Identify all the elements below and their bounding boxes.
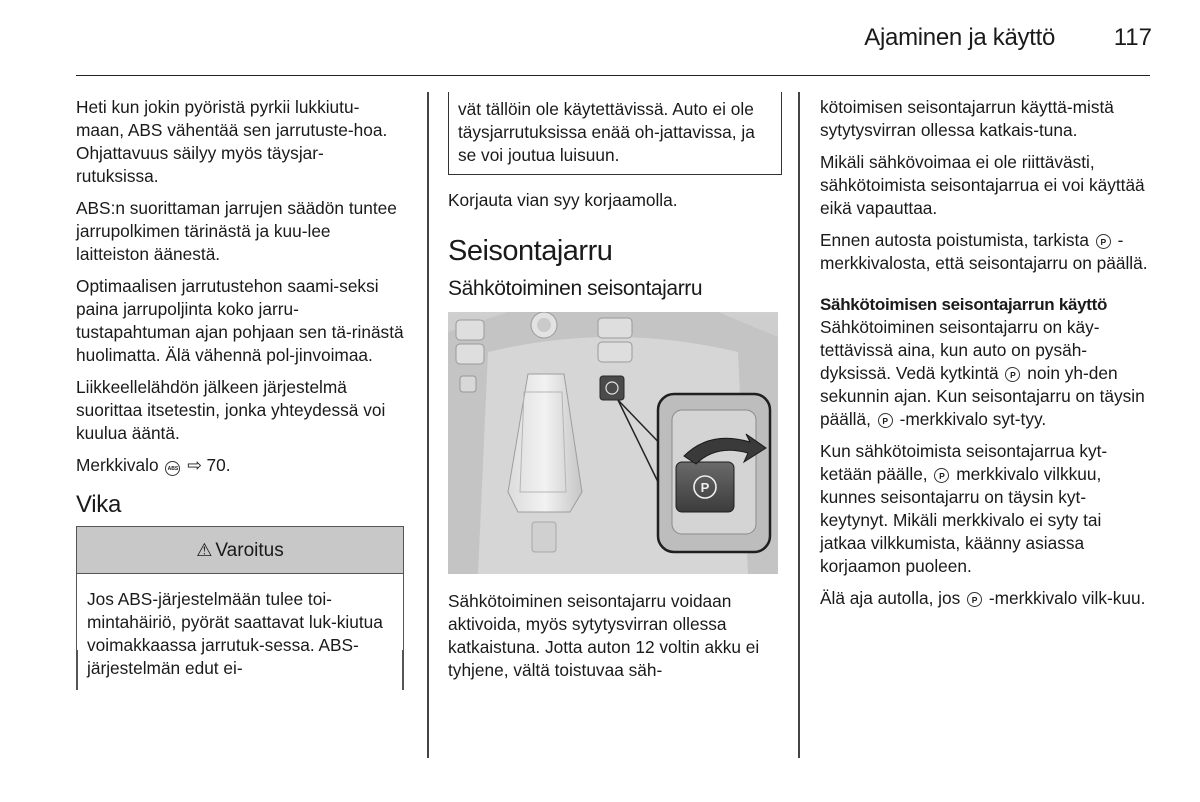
warning-body: Jos ABS-järjestelmään tulee toi-mintahäiriö, pyörät saattavat luk-kiutua voimakkaassa jarrutuk-sessa. ABS-järjestelmän edut ei- bbox=[87, 589, 383, 678]
paragraph: Heti kun jokin pyöristä pyrkii lukkiutu-maan, ABS vähentää sen jarrutuste-hoa. Ohjattavuus säilyy myös täysjar-rutuksissa. bbox=[76, 97, 388, 186]
warning-box-left-edge-ext bbox=[76, 650, 78, 690]
paragraph-text: Älä aja autolla, jos bbox=[820, 588, 961, 608]
column-divider-2 bbox=[798, 92, 800, 758]
parking-brake-light-icon: P bbox=[878, 413, 893, 428]
parking-brake-light-icon: P bbox=[1096, 234, 1111, 249]
section-heading-seisontajarru: Seisontajarru bbox=[448, 235, 613, 267]
column-3 bbox=[820, 96, 1150, 619]
paragraph: Sähkötoiminen seisontajarru voidaan aktivoida, myös sytytysvirran ollessa katkaistuna. Jotta auton 12 voltin akku ei tyhjene, vältä toistuvaa säh- bbox=[448, 591, 760, 680]
paragraph-text: Merkkivalo bbox=[76, 455, 159, 475]
paragraph: Korjauta vian syy korjaamolla. bbox=[448, 190, 678, 210]
page-header-title: Ajaminen ja käyttö bbox=[864, 24, 1055, 51]
subsection-heading: Sähkötoiminen seisontajarru bbox=[448, 277, 703, 300]
paragraph-abs-reference bbox=[76, 454, 406, 477]
paragraph-text: merkkivalo vilkkuu, kunnes seisontajarru on täysin kyt-keytynyt. Mikäli merkkivalo ei syty tai jatkaa vilkkumista, käänny asiassa korjaamon puoleen. bbox=[820, 464, 1102, 576]
column-1 bbox=[76, 96, 406, 686]
paragraph: Liikkeellelähdön jälkeen järjestelmä suorittaa itsetestin, jonka yhteydessä voi kuulua ääntä. bbox=[76, 377, 386, 443]
paragraph bbox=[820, 229, 1150, 275]
page-number: 117 bbox=[1113, 24, 1152, 51]
paragraph: Mikäli sähkövoimaa ei ole riittävästi, sähkötoimista seisontajarrua ei voi käyttää eikä vapauttaa. bbox=[820, 152, 1145, 218]
page-reference: ⇨ 70. bbox=[187, 455, 231, 475]
paragraph: Optimaalisen jarrutustehon saami-seksi paina jarrupoljinta koko jarru-tustapahtuman ajan pohjaan sen tä-rinästä huolimatta. Älä vähennä pol-jinvoimaa. bbox=[76, 276, 404, 365]
header-rule bbox=[76, 75, 1150, 76]
parking-brake-light-icon: P bbox=[967, 592, 982, 607]
paragraph-text: -merkkivalo vilk-kuu. bbox=[988, 588, 1146, 608]
warning-continuation-box: vät tällöin ole käytettävissä. Auto ei ole täysjarrutuksissa enää oh-jattavissa, ja se voi joutua luisuun. bbox=[448, 92, 782, 175]
warning-header bbox=[77, 527, 403, 574]
parking-brake-console-illustration bbox=[448, 312, 778, 574]
paragraph-text: Kun sähkötoimista seisontajarrua kyt-ketään päälle, bbox=[820, 441, 1108, 484]
column-2 bbox=[448, 92, 778, 691]
paragraph-text: -merkkivalo syt-tyy. bbox=[899, 409, 1047, 429]
abs-warning-light-icon: ABS bbox=[165, 461, 180, 476]
paragraph bbox=[820, 316, 1150, 431]
parking-brake-light-icon: P bbox=[934, 468, 949, 483]
paragraph bbox=[820, 587, 1150, 610]
paragraph-text: Sähkötoiminen seisontajarru on käy-tettävissä aina, kun auto on pysäh-dyksissä. Vedä kytkintä bbox=[820, 317, 1100, 383]
warning-box bbox=[76, 526, 404, 686]
paragraph: ABS:n suorittaman jarrujen säädön tuntee jarrupolkimen tärinästä ja kuu-lee laitteiston äänestä. bbox=[76, 198, 397, 264]
warning-triangle-icon: ⚠ bbox=[196, 539, 213, 560]
paragraph-text: -merkkivalosta, että seisontajarru on päällä. bbox=[820, 230, 1148, 273]
paragraph: kötoimisen seisontajarrun käyttä-mistä sytytysvirran ollessa katkais-tuna. bbox=[820, 97, 1114, 140]
parking-brake-symbol: P bbox=[700, 480, 710, 495]
console-knob bbox=[537, 318, 551, 332]
parking-brake-light-icon: P bbox=[1005, 367, 1020, 382]
warning-title: Varoitus bbox=[215, 539, 284, 561]
column-divider-1 bbox=[427, 92, 429, 758]
paragraph-text: Ennen autosta poistumista, tarkista bbox=[820, 230, 1089, 250]
warning-box-right-edge-ext bbox=[402, 650, 404, 690]
section-heading-vika: Vika bbox=[76, 491, 122, 518]
paragraph bbox=[820, 440, 1150, 578]
brake-switch-small bbox=[600, 376, 624, 400]
subsection-heading: Sähkötoimisen seisontajarrun käyttö bbox=[820, 295, 1108, 314]
paragraph-text: noin yh-den sekunnin ajan. Kun seisontajarru on täysin päällä, bbox=[820, 363, 1145, 429]
